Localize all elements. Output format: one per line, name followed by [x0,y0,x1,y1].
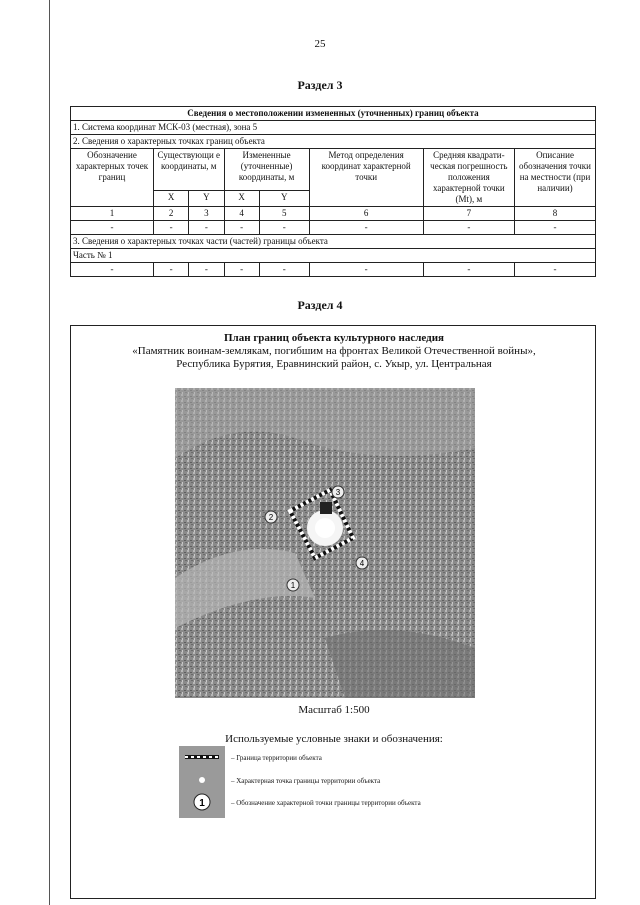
margin-line [49,0,50,905]
point-label-3: 3 [335,488,341,497]
cell: - [309,263,423,277]
table-row [71,263,596,277]
coordinates-table [70,106,596,277]
column-numbers-row [71,207,596,221]
cell: 4 [224,207,259,221]
cell: - [515,221,596,235]
cell: 7 [423,207,514,221]
aerial-map-image [175,388,475,698]
cell: - [189,221,224,235]
point-marker-2 [265,511,277,523]
header-designation: Обозначение характерных точек границ [71,149,154,207]
cell: - [154,221,189,235]
cell: 3 [189,207,224,221]
cell: - [259,263,309,277]
cell: 2 [154,207,189,221]
parts-info: 3. Сведения о характерных точках части (частей) границы объекта [71,235,596,249]
header-y: Y [189,190,224,206]
section-3-heading: Раздел 3 [297,78,343,92]
boundary-point-icon [199,777,205,783]
cell: - [259,221,309,235]
table-row [71,221,596,235]
coord-system: 1. Система координат МСК-03 (местная), зона 5 [71,121,596,135]
cell: - [224,263,259,277]
point-marker-3 [332,486,344,498]
plan-title-block [71,332,597,371]
point-marker-4 [356,557,368,569]
legend-item-point-label: – Обозначение характерной точки границы территории объекта [231,799,421,807]
header-y: Y [259,190,309,206]
header-x: X [224,190,259,206]
cell: - [154,263,189,277]
plan-subtitle-2: Республика Бурятия, Еравнинский район, с. Укыр, ул. Центральная [176,358,492,370]
point-label-4: 4 [359,559,365,568]
header-existing: Существующи е координаты, м [154,149,225,191]
legend-item-point: – Характерная точка границы территории объекта [231,777,381,785]
header-x: X [154,190,189,206]
boundary-line-icon [185,755,219,759]
part-label: Часть № 1 [71,249,596,263]
cell: - [224,221,259,235]
legend-sample-number: 1 [199,798,205,809]
header-accuracy: Средняя квадрати-ческая погрешность положения характерной точки (Mt), м [423,149,514,207]
map-scale: Масштаб 1:500 [298,704,370,716]
header-method: Метод определения координат характерной точки [309,149,423,207]
table-title: Сведения о местоположении измененных (уточненных) границ объекта [71,107,596,121]
plan-subtitle-1: «Памятник воинам-землякам, погибшим на фронтах Великой Отечественной войны», [132,345,536,357]
cell: - [423,263,514,277]
header-changed: Измененные (уточненные) координаты, м [224,149,309,191]
cell: 1 [71,207,154,221]
legend-symbols [179,746,225,818]
page-number: 25 [314,38,326,50]
cell: - [71,221,154,235]
legend-item-boundary: – Граница территории объекта [231,754,322,762]
cell: - [189,263,224,277]
boundary-plan [70,325,596,899]
cell: 8 [515,207,596,221]
point-marker-1 [287,579,299,591]
plan-title: План границ объекта культурного наследия [224,332,444,344]
cell: 6 [309,207,423,221]
cell: 5 [259,207,309,221]
aerial-map [175,388,475,698]
point-label-2: 2 [268,513,274,522]
points-info: 2. Сведения о характерных точках границ объекта [71,135,596,149]
cell: - [309,221,423,235]
section-4-heading: Раздел 4 [297,298,343,312]
point-label-1: 1 [290,581,296,590]
header-description: Описание обозначения точки на местности (при наличии) [515,149,596,207]
legend-title: Используемые условные знаки и обозначения: [225,733,443,745]
cell: - [515,263,596,277]
cell: - [71,263,154,277]
cell: - [423,221,514,235]
point-number-icon [194,794,210,810]
